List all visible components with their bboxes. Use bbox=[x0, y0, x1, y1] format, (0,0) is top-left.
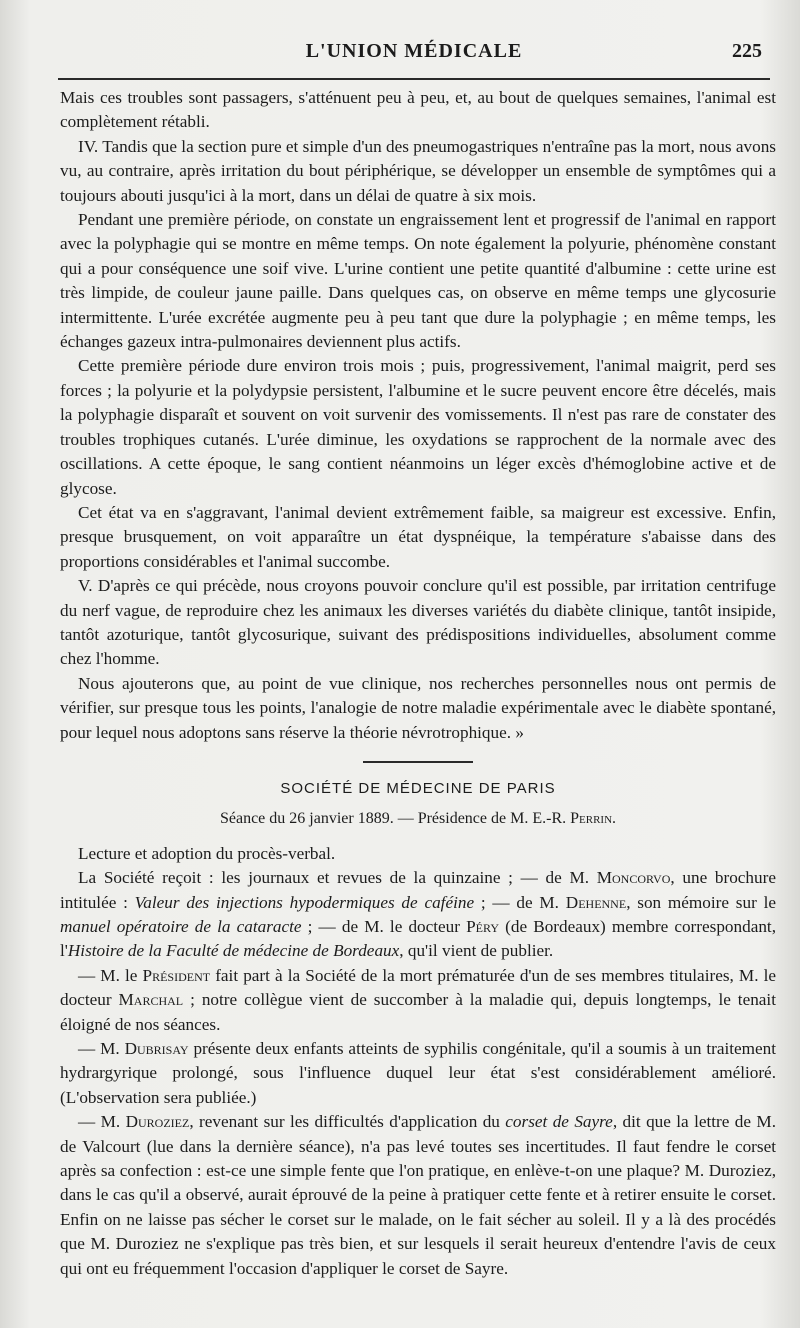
publication-title: manuel opératoire de la cataracte bbox=[60, 917, 302, 936]
page-number: 225 bbox=[732, 40, 762, 62]
publication-title: Valeur des injections hypodermiques de caféine bbox=[134, 892, 475, 912]
publication-title: Histoire de la Faculté de médecine de Bordeaux bbox=[67, 941, 400, 961]
text-run: (de Bordeaux) membre correspondant, l' bbox=[60, 917, 776, 961]
page-header bbox=[58, 38, 770, 80]
minutes-paragraph bbox=[60, 964, 776, 1037]
text-run: — M. bbox=[78, 1112, 126, 1132]
minutes-paragraph: Lecture et adoption du procès-verbal. bbox=[78, 843, 336, 863]
text-run: ; — de M. le docteur bbox=[301, 917, 467, 936]
text-run: , dit que la lettre de M. de Valcourt (lue dans la dernière séance), n'a pas levé toutes ses incertitudes. Il faut fendre le corset après sa confection : est-ce une simple fente que l'on pratique, en enlève-t-on une plaque? M. Duroziez, dans le cas qu'il a observé, aurait éprouvé de la peine à pratiquer cette fente et à retirer ensuite le corset. Enfin on ne laisse pas sécher le corset sur le malade, on le fait sécher au soleil. Il y a là des procédés que M. Duroziez ne s'explique pas très bien, et sur lesquels il serait heureux d'entendre l'avis de ceux qui ont eu fréquemment l'occasion d'appliquer le corset de Sayre. bbox=[60, 1112, 776, 1278]
text-run: — M. bbox=[78, 1039, 125, 1059]
minutes-paragraph bbox=[60, 1037, 776, 1110]
text-run: ; — de M. bbox=[474, 892, 566, 912]
president-name: M. E.-R. Perrin. bbox=[510, 810, 617, 828]
text-run: ; notre collègue vient de succomber à la maladie qui, depuis longtemps, le tenait éloigné de nos séances. bbox=[60, 990, 776, 1034]
paragraph: Pendant une première période, on constate un engraissement lent et progressif de l'animal en rapport avec la polyphagie qui se montre en même temps. On note également la polyurie, phénomène constant qui a pour conséquence une soif vive. L'urine contient une petite quantité d'albumine : cette urine est très limpide, de couleur jaune paille. Dans quelques cas, on observe en même temps une glycosurie intermittente. L'urée excrétée augmente peu à peu tant que dure la polyphagie ; en même temps, les échanges gazeux intra-pulmonaires deviennent plus actifs. bbox=[60, 210, 776, 352]
person-name: Dubrisay bbox=[124, 1039, 189, 1059]
paragraph: Nous ajouterons que, au point de vue clinique, nos recherches personnelles nous ont permis de vérifier, sur presque tous les points, l'analogie de notre maladie expérimentale avec le diabète spontané, pour lequel nous adoptons sans réserve la théorie névrotrophique. » bbox=[60, 673, 776, 742]
minutes-paragraph bbox=[60, 866, 776, 964]
person-name: Président bbox=[142, 965, 211, 985]
text-run: fait part à la Société de la mort prématurée d'un de ses membres titulaires, M. le docteur bbox=[60, 965, 777, 1010]
text-run: , son mémoire sur le bbox=[626, 892, 776, 912]
text-run: , une brochure intitulée : bbox=[60, 868, 776, 912]
person-name: Dehenne bbox=[565, 892, 627, 912]
person-name: Moncorvo bbox=[596, 868, 671, 888]
paragraph: IV. Tandis que la section pure et simple d'un des pneumogastriques n'entraîne pas la mort, nous avons vu, au contraire, après irritation du bout périphérique, se développer un ensemble de symptômes qui a toujours abouti jusqu'ici à la mort, dans un délai de quatre à six mois. bbox=[60, 136, 776, 205]
running-title: L'UNION MÉDICALE bbox=[305, 40, 523, 62]
person-name: Marchal bbox=[118, 990, 184, 1010]
text-run: , qu'il vient de publier. bbox=[399, 941, 554, 961]
paragraph: Cet état va en s'aggravant, l'animal devient extrêmement faible, sa maigreur est excessive. Enfin, presque brusquement, on voit apparaître un état dyspnéique, la température s'abaisse dans des proportions considérables et l'animal succombe. bbox=[60, 502, 776, 571]
text-run: présente deux enfants atteints de syphilis congénitale, qu'il a soumis à un traitement hydrargyrique prolongé, sous l'influence duquel leur état s'est considérablement amélioré. (L'observation sera publiée.) bbox=[60, 1039, 776, 1107]
text-run: — M. le bbox=[78, 965, 143, 985]
publication-title: corset de Sayre bbox=[505, 1112, 613, 1132]
paragraph: Cette première période dure environ trois mois ; puis, progressivement, l'animal maigrit, perd ses forces ; la polyurie et la polydypsie persistent, l'albumine et le sucre peuvent encore être décelés, mais la polyphagie disparaît et souvent on voit survenir des vomissements. Il n'est pas rare de constater des troubles trophiques cutanés. L'urée diminue, les oxydations se rapprochent de la normale avec des oscillations. A cette époque, le sang contient néanmoins un léger excès d'hémoglobine active et de glycose. bbox=[60, 356, 776, 498]
person-name: Péry bbox=[466, 917, 500, 936]
session-line bbox=[60, 807, 776, 831]
session-date: Séance du 26 janvier 1889. — Présidence de bbox=[219, 810, 511, 828]
minutes-paragraph bbox=[60, 1110, 776, 1281]
section-divider bbox=[363, 761, 473, 763]
person-name: Duroziez bbox=[125, 1112, 190, 1132]
page-body bbox=[60, 86, 776, 1281]
section-title: SOCIÉTÉ DE MÉDECINE DE PARIS bbox=[280, 779, 556, 797]
paragraph: V. D'après ce qui précède, nous croyons pouvoir conclure qu'il est possible, par irritation centrifuge du nerf vague, de reproduire chez les animaux les diverses variétés du diabète clinique, tantôt insipide, tantôt azoturique, tantôt glycosurique, suivant des prédispositions individuelles, absolument comme chez l'homme. bbox=[60, 576, 776, 669]
paragraph: Mais ces troubles sont passagers, s'atténuent peu à peu, et, au bout de quelques semaines, l'animal est complètement rétabli. bbox=[60, 88, 776, 132]
text-run: , revenant sur les difficultés d'application du bbox=[189, 1112, 506, 1132]
text-run: La Société reçoit : les journaux et revues de la quinzaine ; — de M. bbox=[78, 868, 597, 888]
